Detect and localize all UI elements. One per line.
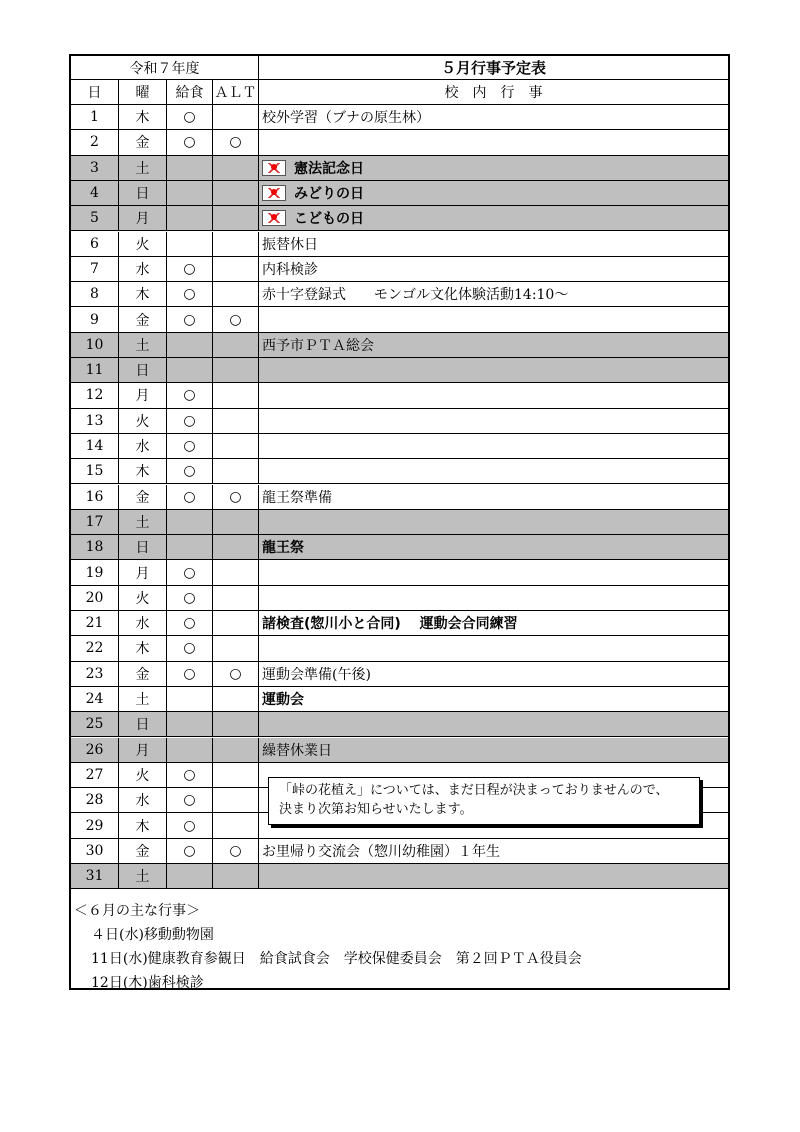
table-row: [71, 485, 728, 510]
table-row: [71, 257, 728, 282]
day-cell: 18: [71, 535, 119, 559]
table-row: [71, 156, 728, 181]
kyushoku-cell: ○: [167, 409, 213, 433]
june-item: 11日(水)健康教育参観日 給食試食会 学校保健委員会 第２回ＰＴＡ役員会: [91, 951, 582, 967]
event-cell: [259, 586, 728, 610]
table-row: [71, 282, 728, 307]
event-cell: [259, 383, 728, 407]
weekday-cell: 土: [119, 510, 167, 534]
kyushoku-cell: ○: [167, 839, 213, 863]
alt-cell: [213, 738, 259, 762]
table-row: [71, 712, 728, 737]
table-row: [71, 611, 728, 636]
alt-cell: [213, 383, 259, 407]
alt-cell: ○: [213, 839, 259, 863]
kyushoku-cell: [167, 232, 213, 256]
event-cell: [259, 409, 728, 433]
kyushoku-cell: ○: [167, 130, 213, 154]
day-cell: 19: [71, 560, 119, 584]
alt-cell: [213, 358, 259, 382]
table-row: [71, 383, 728, 408]
alt-cell: [213, 206, 259, 230]
kyushoku-cell: ○: [167, 813, 213, 837]
alt-cell: [213, 712, 259, 736]
schedule-sheet: [69, 54, 730, 990]
alt-cell: [213, 232, 259, 256]
weekday-cell: 日: [119, 181, 167, 205]
kyushoku-cell: ○: [167, 105, 213, 129]
day-cell: 3: [71, 156, 119, 180]
event-cell: [259, 712, 728, 736]
day-cell: 15: [71, 459, 119, 483]
alt-cell: [213, 636, 259, 660]
col-header-events: 校 内 行 事: [444, 85, 543, 101]
day-cell: 13: [71, 409, 119, 433]
day-cell: 25: [71, 712, 119, 736]
kyushoku-cell: [167, 535, 213, 559]
kyushoku-cell: [167, 333, 213, 357]
weekday-cell: 水: [119, 611, 167, 635]
table-row: [71, 586, 728, 611]
weekday-cell: 水: [119, 257, 167, 281]
table-row: [71, 560, 728, 585]
kyushoku-cell: ○: [167, 383, 213, 407]
fiscal-year: 令和７年度: [71, 56, 259, 79]
event-cell: [259, 611, 728, 635]
weekday-cell: 日: [119, 712, 167, 736]
weekday-cell: 土: [119, 156, 167, 180]
event-text: 運動会: [262, 692, 304, 709]
weekday-cell: 火: [119, 586, 167, 610]
table-row: [71, 206, 728, 231]
alt-cell: [213, 813, 259, 837]
table-row: [71, 130, 728, 155]
event-text: こどもの日: [294, 211, 364, 228]
day-cell: 14: [71, 434, 119, 458]
kyushoku-cell: [167, 156, 213, 180]
kyushoku-cell: ○: [167, 586, 213, 610]
day-cell: 11: [71, 358, 119, 382]
day-cell: 23: [71, 662, 119, 686]
day-cell: 2: [71, 130, 119, 154]
weekday-cell: 木: [119, 459, 167, 483]
alt-cell: [213, 510, 259, 534]
weekday-cell: 木: [119, 105, 167, 129]
notice-box: [268, 777, 700, 825]
event-cell: [259, 535, 728, 559]
kyushoku-cell: ○: [167, 459, 213, 483]
day-cell: 24: [71, 687, 119, 711]
event-text: みどりの日: [294, 186, 364, 203]
kyushoku-cell: ○: [167, 636, 213, 660]
event-text: お里帰り交流会（惣川幼稚園）１年生: [262, 843, 500, 860]
weekday-cell: 金: [119, 307, 167, 331]
event-cell: [259, 130, 728, 154]
weekday-cell: 木: [119, 636, 167, 660]
june-heading: ＜６月の主な行事＞: [74, 903, 200, 919]
alt-cell: [213, 763, 259, 787]
table-row: [71, 333, 728, 358]
alt-cell: ○: [213, 662, 259, 686]
kyushoku-cell: ○: [167, 662, 213, 686]
japan-flag-icon: [262, 160, 286, 176]
alt-cell: [213, 181, 259, 205]
event-text: 振替休日: [262, 236, 318, 253]
june-item: ４日(水)移動動物園: [91, 927, 214, 943]
table-row: [71, 839, 728, 864]
day-cell: 10: [71, 333, 119, 357]
alt-cell: [213, 409, 259, 433]
table-row: [71, 738, 728, 763]
table-row: [71, 232, 728, 257]
weekday-cell: 火: [119, 409, 167, 433]
event-cell: [259, 358, 728, 382]
event-cell: [259, 738, 728, 762]
alt-cell: [213, 788, 259, 812]
table-row: [71, 358, 728, 383]
day-cell: 8: [71, 282, 119, 306]
day-cell: 12: [71, 383, 119, 407]
table-row: [71, 510, 728, 535]
table-row: [71, 105, 728, 130]
kyushoku-cell: ○: [167, 282, 213, 306]
kyushoku-cell: ○: [167, 560, 213, 584]
day-cell: 26: [71, 738, 119, 762]
alt-cell: [213, 611, 259, 635]
kyushoku-cell: ○: [167, 485, 213, 509]
title-row: [71, 56, 728, 80]
day-cell: 30: [71, 839, 119, 863]
table-row: [71, 535, 728, 560]
weekday-cell: 月: [119, 206, 167, 230]
column-header-row: [71, 80, 728, 105]
event-text: 繰替休業日: [262, 742, 332, 759]
event-text: 運動会準備(午後): [262, 666, 371, 683]
alt-cell: [213, 459, 259, 483]
alt-cell: [213, 257, 259, 281]
japan-flag-icon: [262, 210, 286, 226]
kyushoku-cell: [167, 358, 213, 382]
table-row: [71, 864, 728, 889]
event-cell: [259, 687, 728, 711]
event-cell: [259, 510, 728, 534]
japan-flag-icon: [262, 185, 286, 201]
event-cell: [259, 485, 728, 509]
notice-line: 「峠の花植え」については、まだ日程が決まっておりませんので、: [279, 783, 669, 798]
page-title: ５月行事予定表: [440, 59, 546, 77]
weekday-cell: 日: [119, 358, 167, 382]
alt-cell: ○: [213, 485, 259, 509]
event-cell: [259, 181, 728, 205]
weekday-cell: 土: [119, 333, 167, 357]
event-cell: [259, 257, 728, 281]
event-text: 校外学習（ブナの原生林）: [262, 110, 430, 127]
event-cell: [259, 232, 728, 256]
day-cell: 1: [71, 105, 119, 129]
event-cell: [259, 662, 728, 686]
alt-cell: [213, 560, 259, 584]
kyushoku-cell: [167, 864, 213, 888]
kyushoku-cell: ○: [167, 763, 213, 787]
event-cell: [259, 105, 728, 129]
kyushoku-cell: ○: [167, 434, 213, 458]
col-header-day: 日: [71, 80, 119, 104]
day-cell: 7: [71, 257, 119, 281]
kyushoku-cell: ○: [167, 611, 213, 635]
weekday-cell: 木: [119, 282, 167, 306]
alt-cell: [213, 535, 259, 559]
event-cell: [259, 307, 728, 331]
event-cell: [259, 636, 728, 660]
weekday-cell: 水: [119, 434, 167, 458]
weekday-cell: 月: [119, 560, 167, 584]
alt-cell: [213, 687, 259, 711]
weekday-cell: 日: [119, 535, 167, 559]
alt-cell: [213, 282, 259, 306]
day-cell: 20: [71, 586, 119, 610]
notice-line: 決まり次第お知らせいたします。: [279, 802, 473, 817]
alt-cell: [213, 333, 259, 357]
alt-cell: [213, 156, 259, 180]
kyushoku-cell: [167, 510, 213, 534]
day-cell: 28: [71, 788, 119, 812]
kyushoku-cell: [167, 738, 213, 762]
table-row: [71, 181, 728, 206]
alt-cell: ○: [213, 130, 259, 154]
col-header-kyushoku: 給食: [167, 80, 213, 104]
kyushoku-cell: ○: [167, 257, 213, 281]
event-text: 西予市ＰＴＡ総会: [262, 337, 374, 354]
event-cell: [259, 156, 728, 180]
event-text: 龍王祭: [262, 540, 304, 557]
june-item: 12日(木)歯科検診: [91, 975, 204, 991]
event-cell: [259, 282, 728, 306]
weekday-cell: 水: [119, 788, 167, 812]
weekday-cell: 火: [119, 232, 167, 256]
kyushoku-cell: [167, 712, 213, 736]
weekday-cell: 土: [119, 864, 167, 888]
day-cell: 22: [71, 636, 119, 660]
day-cell: 4: [71, 181, 119, 205]
alt-cell: [213, 105, 259, 129]
event-cell: [259, 560, 728, 584]
june-events: [71, 899, 728, 995]
weekday-cell: 土: [119, 687, 167, 711]
alt-cell: [213, 586, 259, 610]
event-text: 内科検診: [262, 261, 318, 278]
table-row: [71, 662, 728, 687]
day-cell: 31: [71, 864, 119, 888]
day-cell: 6: [71, 232, 119, 256]
weekday-cell: 金: [119, 130, 167, 154]
table-row: [71, 636, 728, 661]
alt-cell: [213, 864, 259, 888]
kyushoku-cell: [167, 687, 213, 711]
col-header-weekday: 曜: [119, 80, 167, 104]
table-row: [71, 434, 728, 459]
event-cell: [259, 459, 728, 483]
kyushoku-cell: [167, 206, 213, 230]
weekday-cell: 金: [119, 485, 167, 509]
weekday-cell: 金: [119, 839, 167, 863]
table-row: [71, 459, 728, 484]
kyushoku-cell: ○: [167, 788, 213, 812]
day-cell: 16: [71, 485, 119, 509]
weekday-cell: 火: [119, 763, 167, 787]
weekday-cell: 月: [119, 383, 167, 407]
alt-cell: [213, 434, 259, 458]
event-cell: [259, 206, 728, 230]
weekday-cell: 金: [119, 662, 167, 686]
weekday-cell: 木: [119, 813, 167, 837]
day-cell: 5: [71, 206, 119, 230]
table-row: [71, 409, 728, 434]
day-cell: 17: [71, 510, 119, 534]
day-cell: 27: [71, 763, 119, 787]
day-cell: 21: [71, 611, 119, 635]
event-text: 憲法記念日: [294, 160, 364, 177]
day-cell: 29: [71, 813, 119, 837]
event-cell: [259, 434, 728, 458]
event-text: 諸検査(惣川小と合同) 運動会合同練習: [262, 616, 518, 633]
event-cell: [259, 864, 728, 888]
kyushoku-cell: ○: [167, 307, 213, 331]
event-text: 赤十字登録式 モンゴル文化体験活動14:10～: [262, 287, 569, 304]
weekday-cell: 月: [119, 738, 167, 762]
event-cell: [259, 333, 728, 357]
col-header-alt: ＡＬＴ: [213, 80, 259, 104]
event-text: 龍王祭準備: [262, 489, 332, 506]
table-row: [71, 307, 728, 332]
table-row: [71, 687, 728, 712]
day-cell: 9: [71, 307, 119, 331]
event-cell: [259, 839, 728, 863]
kyushoku-cell: [167, 181, 213, 205]
alt-cell: ○: [213, 307, 259, 331]
